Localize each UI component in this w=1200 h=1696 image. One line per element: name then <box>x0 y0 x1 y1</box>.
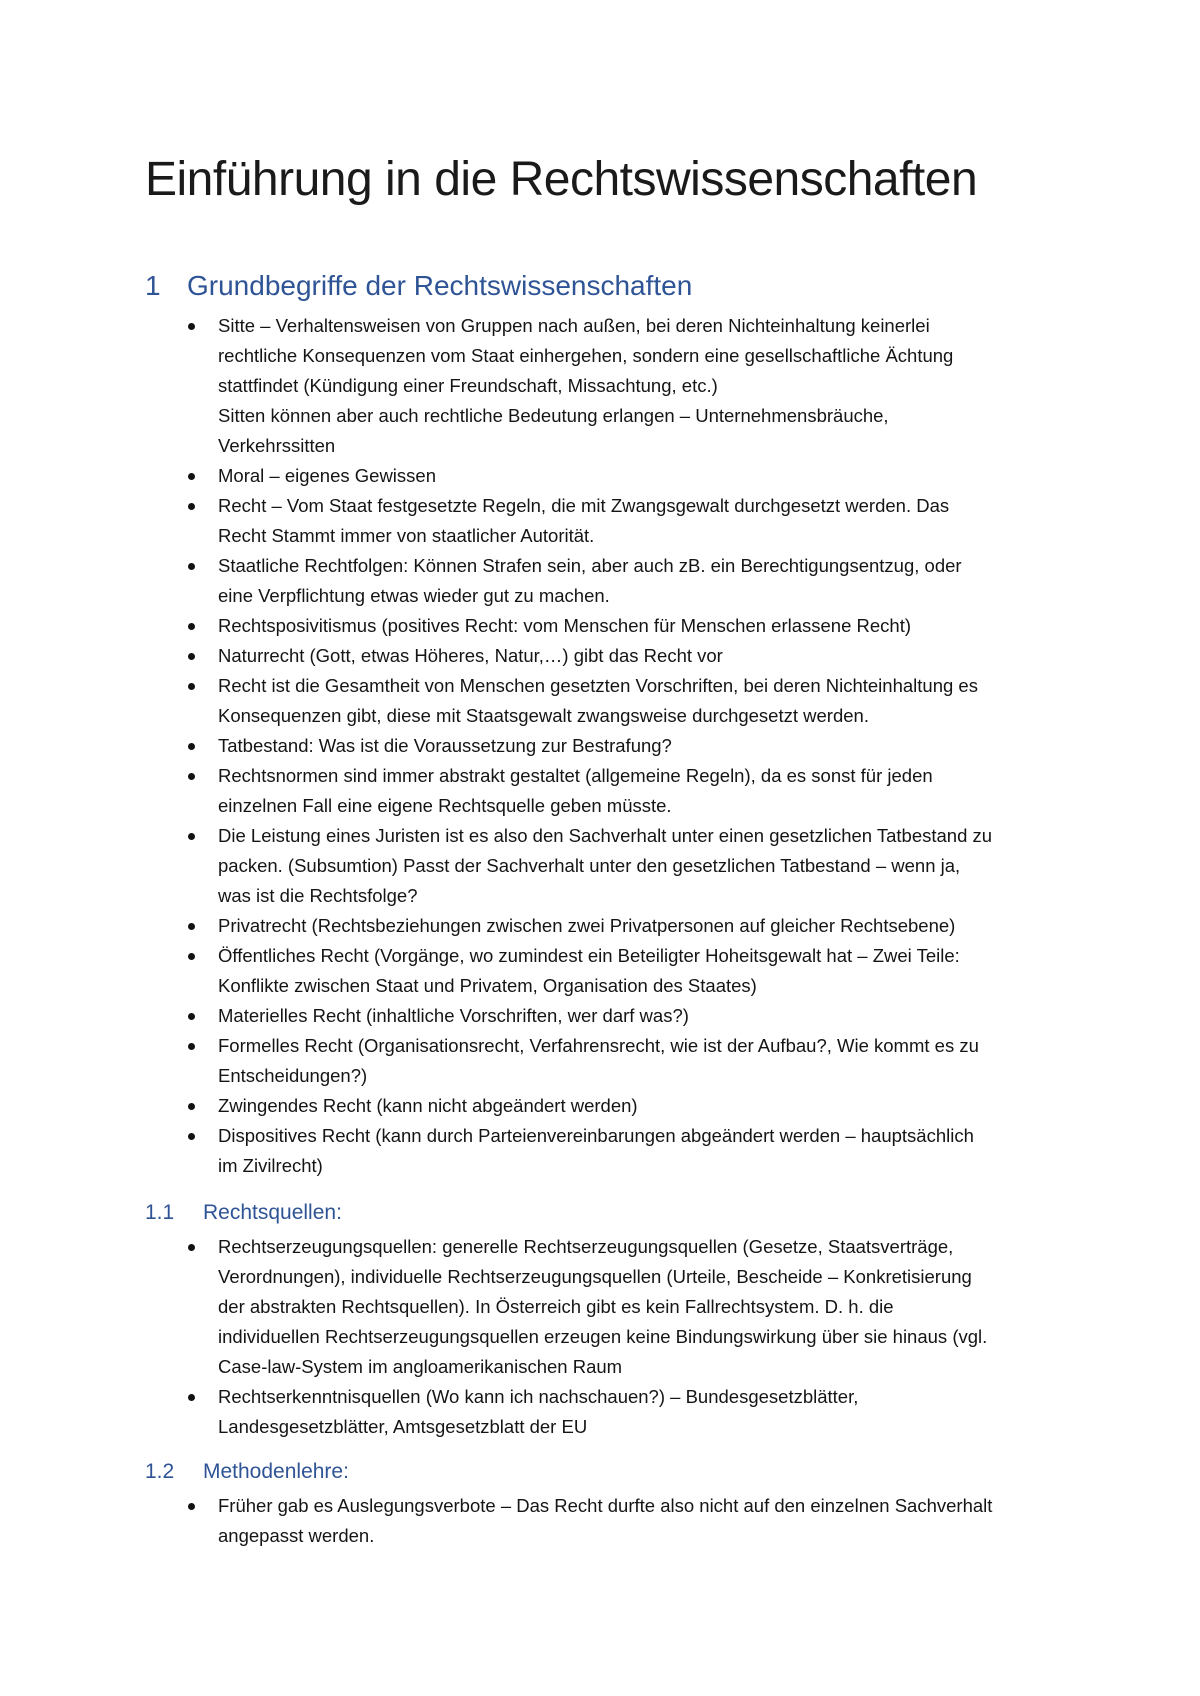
list-item <box>0 461 1200 491</box>
list-item <box>0 1001 1200 1031</box>
list-item <box>0 911 1200 941</box>
list-item <box>0 641 1200 671</box>
list-item <box>0 1382 1200 1442</box>
section-1-number: 1 <box>145 270 161 301</box>
list-item-text-line: Die Leistung eines Juristen ist es also den Sachverhalt unter einen gesetzlichen Tatbestand zu <box>218 825 993 846</box>
list-item-text-line: Recht ist die Gesamtheit von Menschen gesetzten Vorschriften, bei deren Nichteinhaltung es <box>218 675 978 696</box>
list-item-text-line: Rechtsposivitismus (positives Recht: vom Menschen für Menschen erlassene Recht) <box>218 615 912 636</box>
section-1-2-title: Methodenlehre: <box>203 1460 349 1483</box>
list-item-text-line: was ist die Rechtsfolge? <box>218 885 418 906</box>
list-item-text-line: Naturrecht (Gott, etwas Höheres, Natur,…) gibt das Recht vor <box>218 645 723 666</box>
list-item-text-line: Privatrecht (Rechtsbeziehungen zwischen zwei Privatpersonen auf gleicher Rechtsebene) <box>218 915 956 936</box>
list-item-text-line: Tatbestand: Was ist die Voraussetzung zur Bestrafung? <box>218 735 672 756</box>
list-item <box>0 1232 1200 1382</box>
list-item-text-line: Früher gab es Auslegungsverbote – Das Recht durfte also nicht auf den einzelnen Sachverhalt <box>218 1495 993 1516</box>
list-item-text-line: angepasst werden. <box>218 1525 375 1546</box>
list-item <box>0 941 1200 1001</box>
list-item <box>0 821 1200 911</box>
list-item-text-line: Rechtserzeugungsquellen: generelle Rechtserzeugungsquellen (Gesetze, Staatsverträge, <box>218 1236 954 1257</box>
section-1-1-title: Rechtsquellen: <box>203 1201 342 1224</box>
section-1-heading <box>145 268 692 304</box>
list-item-text-line: einzelnen Fall eine eigene Rechtsquelle geben müsste. <box>218 795 672 816</box>
list-item-text-line: Konsequenzen gibt, diese mit Staatsgewalt zwangsweise durchgesetzt werden. <box>218 705 869 726</box>
list-item <box>0 731 1200 761</box>
list-item <box>0 1121 1200 1181</box>
list-item-text-line: packen. (Subsumtion) Passt der Sachverhalt unter den gesetzlichen Tatbestand – wenn ja, <box>218 855 961 876</box>
list-item-text-line: Staatliche Rechtfolgen: Können Strafen sein, aber auch zB. ein Berechtigungsentzug, oder <box>218 555 962 576</box>
list-item <box>0 551 1200 611</box>
list-item-text-line: Dispositives Recht (kann durch Parteienvereinbarungen abgeändert werden – hauptsächlich <box>218 1125 974 1146</box>
list-item-text-line: Öffentliches Recht (Vorgänge, wo zumindest ein Beteiligter Hoheitsgewalt hat – Zwei Teile: <box>218 945 960 966</box>
section-1-1-bullet-list <box>0 1232 1200 1442</box>
list-item-text-line: Entscheidungen?) <box>218 1065 368 1086</box>
list-item-text-line: Verkehrssitten <box>218 435 336 456</box>
list-item-text-line: Moral – eigenes Gewissen <box>218 465 436 486</box>
section-1-1-heading <box>145 1199 342 1227</box>
list-item <box>0 1491 1200 1551</box>
section-1-title: Grundbegriffe der Rechtswissenschaften <box>187 270 693 301</box>
list-item-text-line: Landesgesetzblätter, Amtsgesetzblatt der EU <box>218 1416 588 1437</box>
list-item-text-line: im Zivilrecht) <box>218 1155 323 1176</box>
list-item-text-line: der abstrakten Rechtsquellen). In Österreich gibt es kein Fallrechtsystem. D. h. die <box>218 1296 894 1317</box>
list-item-text-line: Recht – Vom Staat festgesetzte Regeln, die mit Zwangsgewalt durchgesetzt werden. Das <box>218 495 950 516</box>
section-1-2-bullet-list <box>0 1491 1200 1551</box>
document-title: Einführung in die Rechtswissenschaften <box>145 153 978 206</box>
list-item <box>0 611 1200 641</box>
section-1-2-number: 1.2 <box>145 1460 175 1483</box>
list-item <box>0 671 1200 731</box>
list-item-text-line: stattfindet (Kündigung einer Freundschaft, Missachtung, etc.) <box>218 375 718 396</box>
list-item-text-line: eine Verpflichtung etwas wieder gut zu machen. <box>218 585 610 606</box>
list-item <box>0 761 1200 821</box>
list-item-text-line: Rechtserkenntnisquellen (Wo kann ich nachschauen?) – Bundesgesetzblätter, <box>218 1386 859 1407</box>
list-item <box>0 1091 1200 1121</box>
list-item-text-line: Verordnungen), individuelle Rechtserzeugungsquellen (Urteile, Bescheide – Konkretisierung <box>218 1266 972 1287</box>
list-item-text-line: individuellen Rechtserzeugungsquellen erzeugen keine Bindungswirkung über sie hinaus (vgl. <box>218 1326 988 1347</box>
section-1-2-heading <box>145 1458 349 1486</box>
list-item-text-line: Case-law-System im angloamerikanischen Raum <box>218 1356 623 1377</box>
list-item-text-line: Recht Stammt immer von staatlicher Autorität. <box>218 525 595 546</box>
list-item-text-line: rechtliche Konsequenzen vom Staat einhergehen, sondern eine gesellschaftliche Ächtung <box>218 345 954 366</box>
list-item <box>0 491 1200 551</box>
list-item <box>0 1031 1200 1091</box>
list-item-text-line: Konflikte zwischen Staat und Privatem, Organisation des Staates) <box>218 975 757 996</box>
list-item-text-line: Materielles Recht (inhaltliche Vorschriften, wer darf was?) <box>218 1005 689 1026</box>
list-item-text-line: Sitte – Verhaltensweisen von Gruppen nach außen, bei deren Nichteinhaltung keinerlei <box>218 315 930 336</box>
section-1-1-number: 1.1 <box>145 1201 175 1224</box>
list-item-text-line: Sitten können aber auch rechtliche Bedeutung erlangen – Unternehmensbräuche, <box>218 405 889 426</box>
section-1-bullet-list <box>0 311 1200 1181</box>
list-item-text-line: Rechtsnormen sind immer abstrakt gestaltet (allgemeine Regeln), da es sonst für jeden <box>218 765 933 786</box>
list-item-text-line: Formelles Recht (Organisationsrecht, Verfahrensrecht, wie ist der Aufbau?, Wie kommt es zu <box>218 1035 979 1056</box>
list-item <box>0 311 1200 461</box>
list-item-text-line: Zwingendes Recht (kann nicht abgeändert werden) <box>218 1095 638 1116</box>
